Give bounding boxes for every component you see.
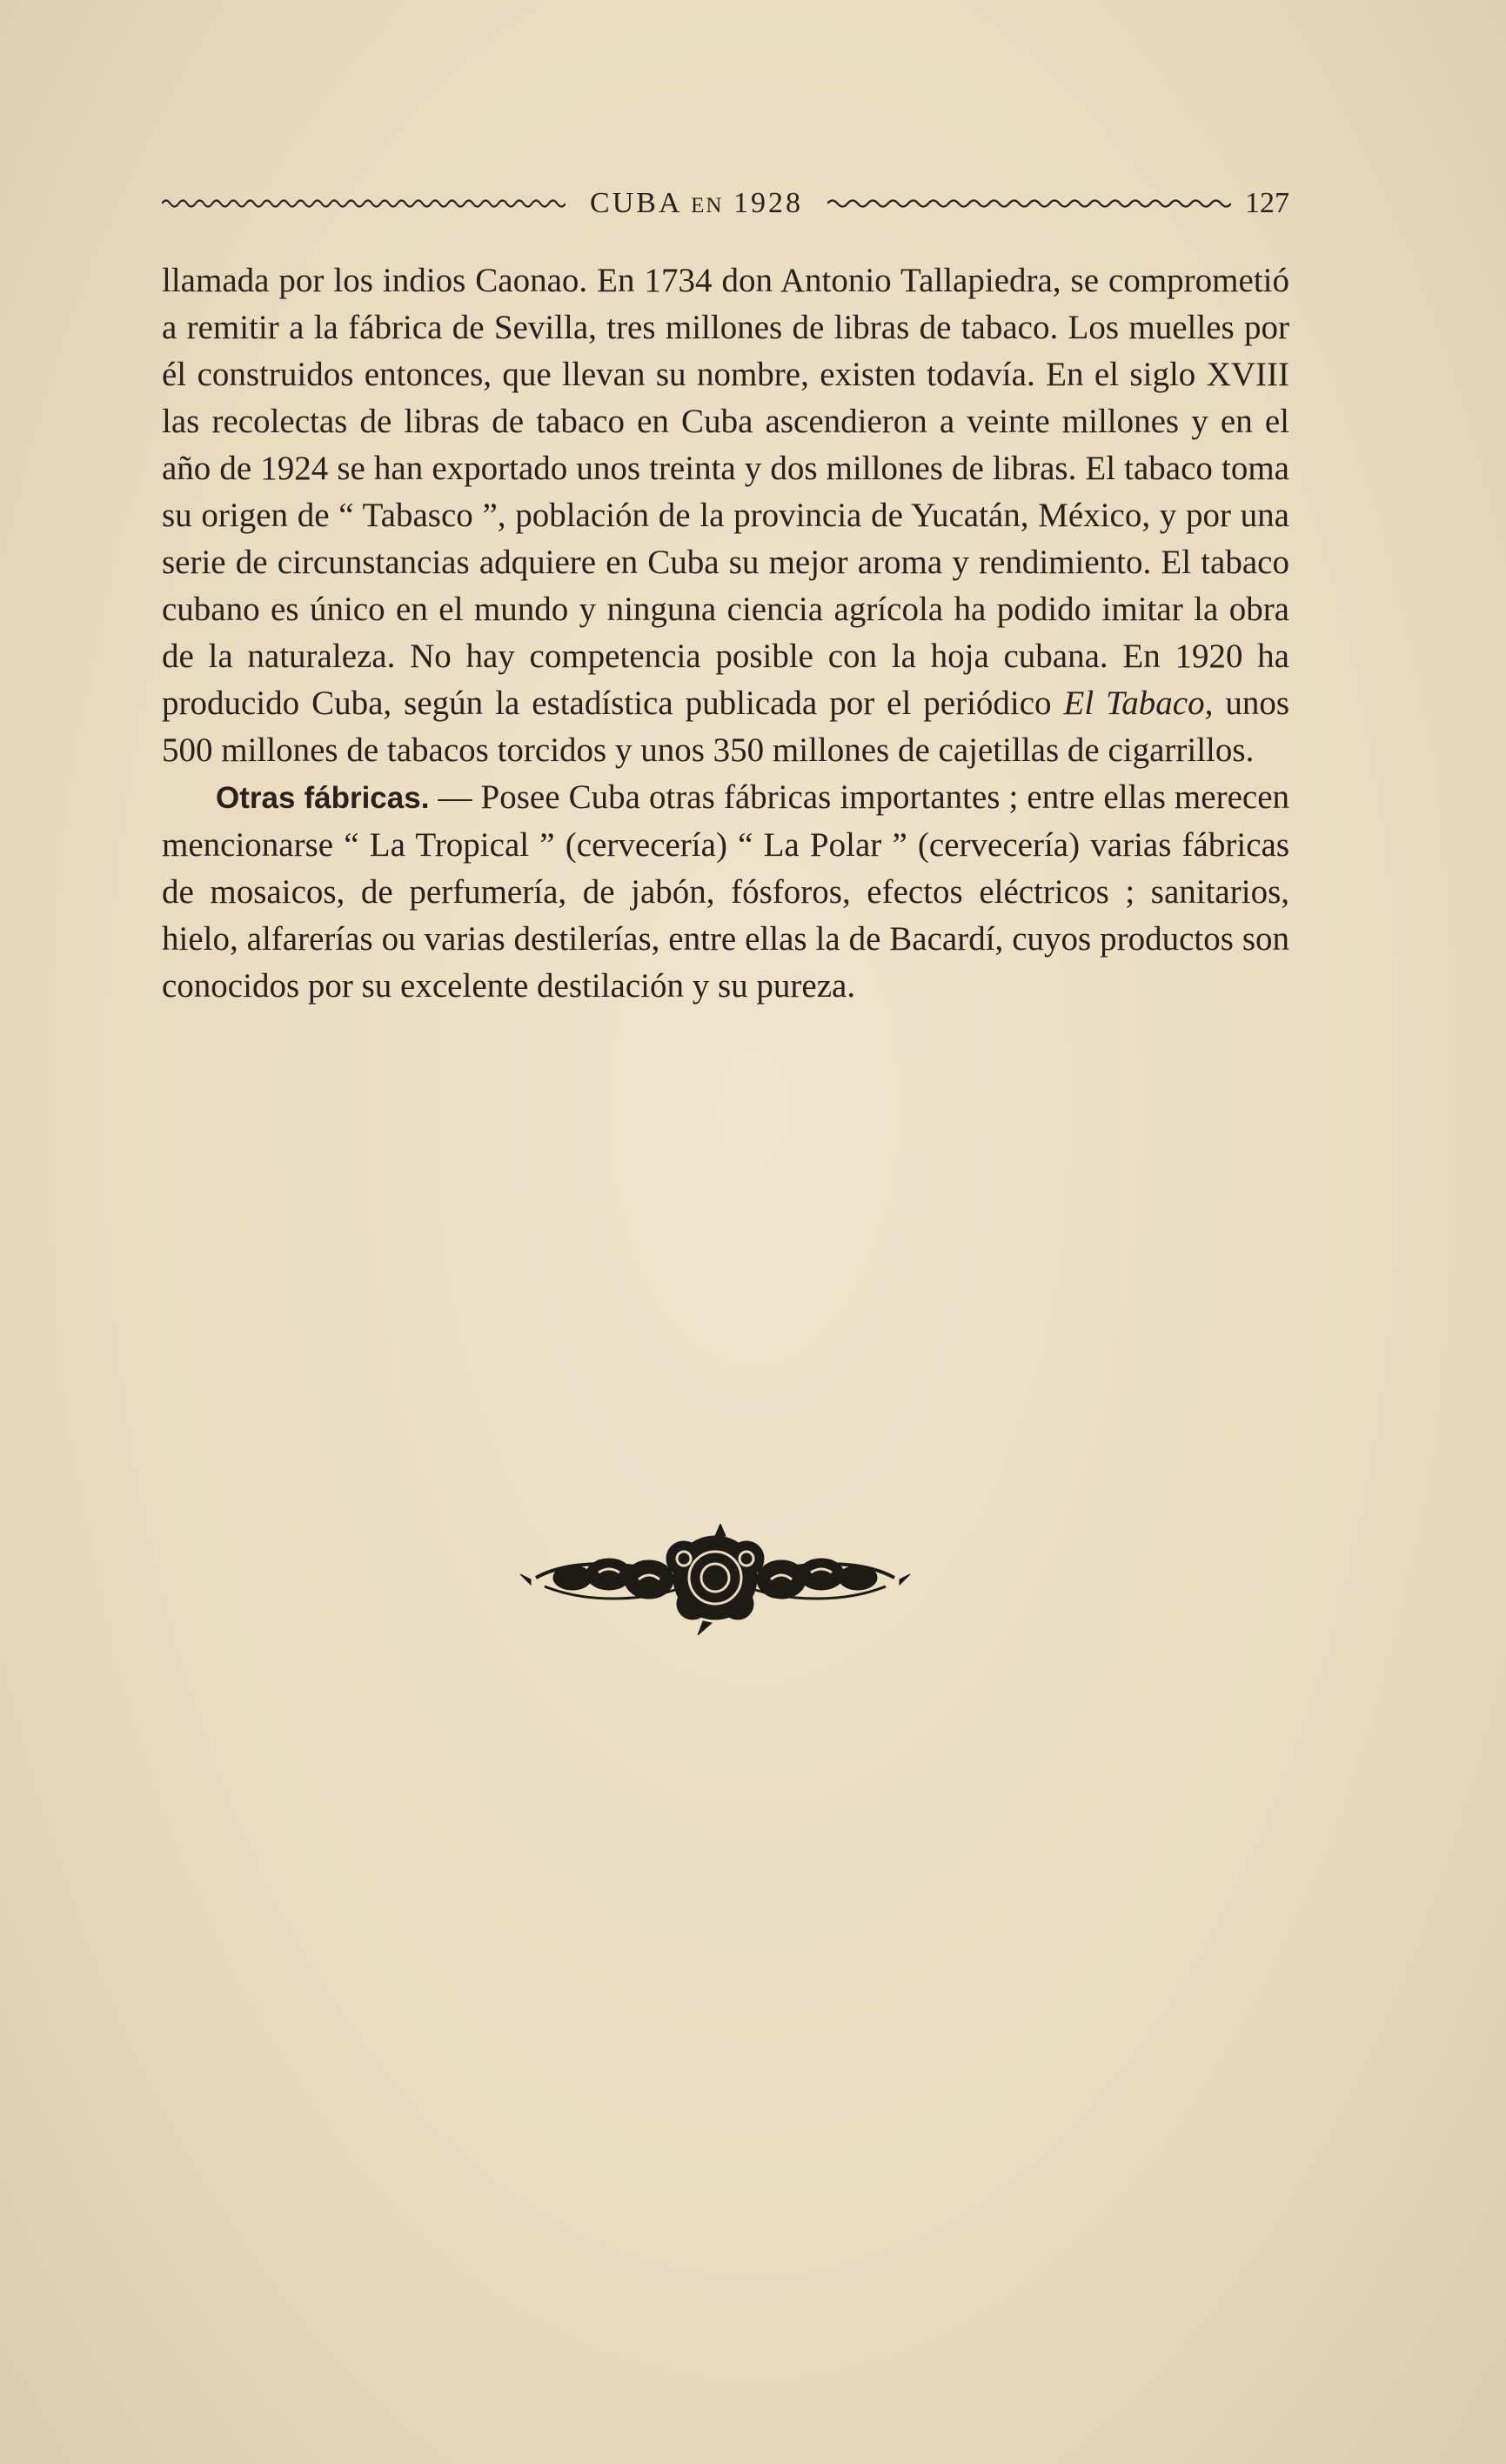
wavy-rule-left (162, 197, 566, 210)
periodical-title: El Tabaco, (1063, 684, 1214, 722)
paragraph-otras-fabricas (162, 774, 1289, 1010)
paragraph-tabaco (162, 257, 1289, 774)
paragraph-tabaco-text-end: unos 500 millones de tabacos torcidos y unos 350 millones de cajetillas de cigarrillos. (162, 684, 1290, 769)
paragraph-otras-fabricas-text: — Posee Cuba otras fábricas importantes ; entre ellas merecen mencionarse “ La Tropical ” (cervecería) “ La Polar ” (cervecería) varias fábricas de mosaicos, de perfumería, de jabón, fósforos, efectos eléctricos ; sanitarios, hielo, alfarerías ou varias destilerías, entre ellas la de Bacardí, cuyos productos son conocidos por su excelente destilación y su pureza. (162, 778, 1289, 1005)
running-title-year: 1928 (733, 187, 803, 219)
paragraph-tabaco-text: llamada por los indios Caonao. En 1734 don Antonio Tallapiedra, se comprometió a remitir a la fábrica de Sevilla, tres millones de libras de tabaco. Los muelles por él construidos entonces, que llevan su nombre, existen todavía. En el siglo XVIII las recolectas de libras de tabaco en Cuba ascendieron a veinte millones y en el año de 1924 se han exportado unos treinta y dos millones de libras. El tabaco toma su origen de “ Tabasco ”, población de la provincia de Yucatán, México, y por una serie de circunstancias adquiere en Cuba su mejor aroma y rendimiento. El tabaco cubano es único en el mundo y ninguna ciencia agrícola ha podido imitar la obra de la naturaleza. No hay competencia posible con la hoja cubana. En 1920 ha producido Cuba, según la estadística publicada por el periódico (162, 262, 1289, 722)
body-text (162, 257, 1289, 1010)
page-number: 127 (1245, 187, 1290, 219)
running-title (590, 187, 803, 220)
floral-tailpiece-icon (519, 1524, 912, 1637)
wavy-rule-right (827, 197, 1231, 210)
running-title-en: EN (691, 194, 724, 217)
running-title-cuba: CUBA (590, 187, 681, 219)
running-head (162, 179, 1289, 228)
section-heading-otras-fabricas: Otras fábricas. (216, 781, 430, 815)
